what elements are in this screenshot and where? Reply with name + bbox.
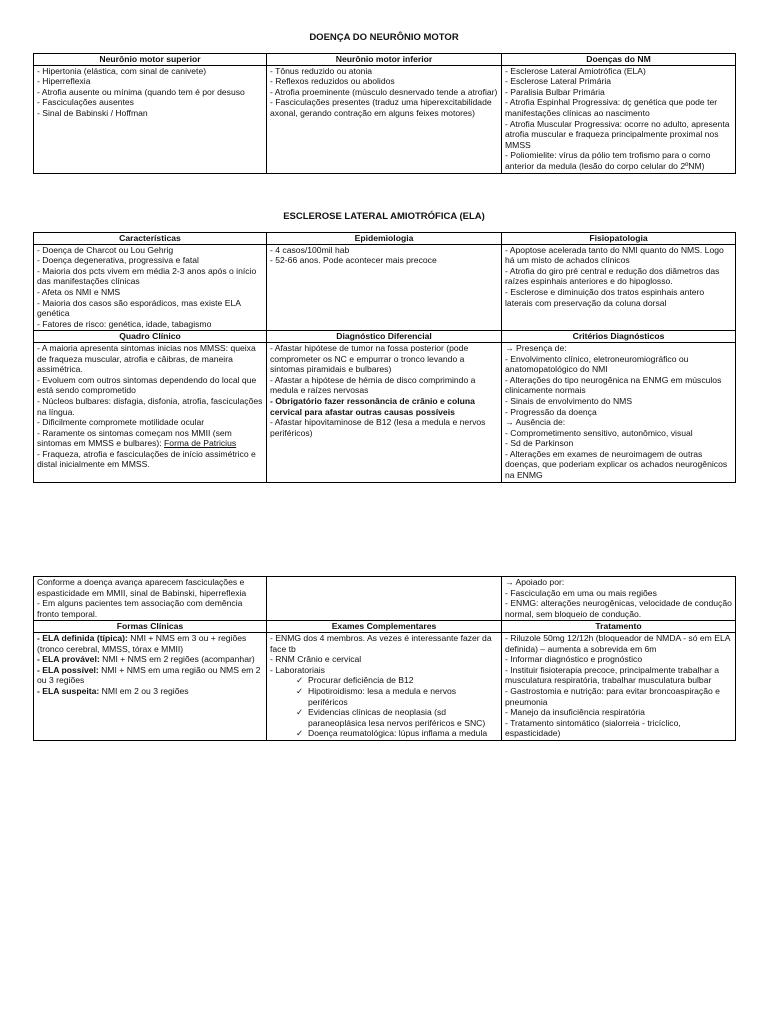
table-ela-continuation — [33, 576, 736, 741]
list-item: - Maioria dos pcts vivem em média 2-3 anos após o início das manifestações clínicas — [37, 265, 257, 287]
cell-nm-inferior — [267, 65, 502, 173]
forma-text: NMI + NMS em 3 ou + regiões (tronco cerebral, MMSS, tórax e MMII) — [37, 632, 247, 654]
list-item: - Alterações do tipo neurogênica na ENMG em músculos clinicamente normais — [505, 374, 722, 396]
list-item: - Laboratoriais — [270, 664, 325, 675]
list-item: - 4 casos/100mil hab — [270, 244, 350, 255]
cell-nm-superior — [34, 65, 267, 173]
cell-doencas-nm — [502, 65, 736, 173]
list-item: - Evoluem com outros sintomas dependendo do local que está sendo comprometido — [37, 374, 257, 396]
cell-fisiopatologia — [502, 244, 736, 331]
list-item: - Fatores de risco: genética, idade, tabagismo — [37, 318, 212, 329]
list-item: - Esclerose e diminuição dos tratos espinhais antero laterais com preservação da coluna dorsal — [505, 286, 705, 308]
header-formas-clinicas: Formas Clínicas — [34, 621, 267, 633]
forma-text: NMI + NMS em 2 regiões (acompanhar) — [99, 654, 255, 665]
list-item: - ENMG: alterações neurogênicas, velocidade de condução normal, sem bloqueio de condução. — [505, 598, 732, 619]
list-item — [37, 633, 263, 654]
list-item: - Maioria dos casos são esporádicos, mas existe ELA genética — [37, 297, 241, 319]
checklist-item: ✓ Procurar deficiência de B12 — [270, 675, 498, 686]
list-item: - Alterações em exames de neuroimagem de outras doenças, que poderiam explicar os achados neurogênicos na ENMG — [505, 448, 728, 481]
table-row — [34, 342, 736, 482]
list-item — [37, 686, 263, 697]
header-exames-complementares: Exames Complementares — [267, 621, 502, 633]
list-item — [37, 654, 263, 665]
list-item: - Reflexos reduzidos ou abolidos — [270, 76, 395, 87]
list-item: - Fasciculações ausentes — [37, 97, 134, 108]
list-item: - Núcleos bulbares: disfagia, disfonia, atrofia, fasciculações na língua. — [37, 395, 263, 417]
list-item: - Sinal de Babinski / Hoffman — [37, 107, 148, 118]
list-item: - Manejo da insuficiência respiratória — [505, 707, 645, 718]
header-criterios-diagnosticos: Critérios Diagnósticos — [502, 331, 736, 343]
list-item: - Afastar hipovitaminose de B12 (lesa a medula e nervos periféricos) — [270, 417, 486, 438]
table-header-row — [34, 233, 736, 245]
cell-exames-complementares — [267, 632, 502, 740]
list-item: - Fasciculações presentes (traduz uma hiperexcitabilidade axonal, gerando contração em alguns feixes motores) — [270, 97, 492, 118]
list-item-bold: - Obrigatório fazer ressonância de crânio e coluna cervical para afastar outras causas possíveis — [270, 395, 475, 417]
header-caracteristicas: Características — [34, 233, 267, 245]
list-item: - Sd de Parkinson — [505, 438, 574, 449]
list-item — [37, 665, 263, 686]
list-item: - Atrofia Espinhal Progressiva: dç genética que pode ter manifestações clínicas ao nascimento — [505, 97, 718, 118]
list-item: - Comprometimento sensitivo, autonômico, visual — [505, 427, 693, 438]
checklist-item: ✓ Hipotiroidismo: lesa a medula e nervos periféricos — [270, 686, 498, 707]
list-item: - Instituir fisioterapia precoce, principalmente trabalhar a musculatura respiratória, trabalhar musculatura bulbar — [505, 664, 719, 686]
list-item: - Dificilmente compromete motilidade ocular — [37, 417, 205, 428]
list-item: - Informar diagnóstico e prognóstico — [505, 654, 643, 665]
list-item: → Apoiado por: — [505, 577, 565, 587]
forma-patricius-link[interactable]: Forma de Patricius — [164, 438, 237, 449]
list-item: - Afeta os NMI e NMS — [37, 286, 121, 297]
cell-epidemiologia — [267, 244, 502, 331]
list-item — [37, 428, 263, 449]
list-item: - Atrofia do giro pré central e redução dos diâmetros das raízes espinhais anteriores e do hipoglosso. — [505, 265, 720, 287]
list-item: - Fasciculação em uma ou mais regiões — [505, 587, 657, 598]
table-row — [34, 65, 736, 173]
list-item: - Tratamento sintomático (sialorreia - tricíclico, espasticidade) — [505, 717, 681, 739]
title-ela: ESCLEROSE LATERAL AMIOTRÓFICA (ELA) — [283, 211, 485, 222]
title-doenca-neuronio-motor: DOENÇA DO NEURÔNIO MOTOR — [309, 32, 459, 43]
forma-text: NMI + NMS em uma região ou NMS em 2 ou 3 regiões — [37, 664, 261, 686]
list-item: - A maioria apresenta sintomas inicias nos MMSS: queixa de fraqueza muscular, atrofia e câibras, de maneira assimétrica. — [37, 342, 256, 375]
header-tratamento: Tratamento — [502, 621, 736, 633]
list-item: - Paralisia Bulbar Primária — [505, 86, 605, 97]
table-header-row — [34, 54, 736, 66]
list-item: - Gastrostomia e nutrição: para evitar broncoaspiração e pneumonia — [505, 685, 720, 707]
list-item: - Hipertonia (elástica, com sinal de canivete) — [37, 65, 207, 76]
list-item: → Ausência de: — [505, 417, 566, 428]
forma-label: - ELA suspeita: — [37, 685, 100, 696]
cell-formas-clinicas — [34, 632, 267, 740]
list-item: - Doença degenerativa, progressiva e fatal — [37, 255, 199, 266]
forma-label: - ELA provável: — [37, 654, 100, 665]
forma-label: - ELA possível: — [37, 664, 99, 675]
list-item: - RNM Crânio e cervical — [270, 654, 362, 665]
table-row — [34, 577, 736, 621]
table-header-row — [34, 331, 736, 343]
list-item-text: - Raramente os sintomas começam nos MMII (sem sintomas em MMSS e bulbares): — [37, 427, 232, 449]
header-doencas-nm: Doenças do NM — [502, 54, 736, 66]
list-item: - Atrofia ausente ou mínima (quando tem é por desuso — [37, 86, 245, 97]
header-nm-inferior: Neurônio motor inferior — [267, 54, 502, 66]
cell-tratamento — [502, 632, 736, 740]
header-fisiopatologia: Fisiopatologia — [502, 233, 736, 245]
header-epidemiologia: Epidemiologia — [267, 233, 502, 245]
list-item: - Afastar hipótese de tumor na fossa posterior (pode comprometer os NC e empurrar o tronco levando a sintomas piramidais e bulbares) — [270, 342, 469, 375]
table-header-row — [34, 621, 736, 633]
table-row — [34, 632, 736, 740]
cell-criterios-cont — [502, 577, 736, 621]
cell-criterios-diagnosticos — [502, 342, 736, 482]
header-diagnostico-diferencial: Diagnóstico Diferencial — [267, 331, 502, 343]
cell-diagnostico-diferencial — [267, 342, 502, 482]
list-item: - Riluzole 50mg 12/12h (bloqueador de NMDA - só em ELA definida) – aumenta a sobrevida em 6m — [505, 632, 730, 654]
cell-quadro-clinico-cont — [34, 577, 267, 621]
header-nm-superior: Neurônio motor superior — [34, 54, 267, 66]
header-quadro-clinico: Quadro Clínico — [34, 331, 267, 343]
list-item: - ENMG dos 4 membros. As vezes é interessante fazer da face tb — [270, 632, 492, 654]
forma-label: - ELA definida (típica): — [37, 632, 128, 643]
list-item: - Afastar a hipótese de hérnia de disco comprimindo a medula e raízes nervosas — [270, 374, 476, 396]
list-item: - Progressão da doença — [505, 406, 597, 417]
list-item: - Atrofia Muscular Progressiva: ocorre no adulto, apresenta atrofia muscular e fraqueza principalmente proximal nos MMSS — [505, 118, 730, 150]
cell-caracteristicas — [34, 244, 267, 331]
list-item: - Atrofia proeminente (músculo desnervado tende a atrofiar) — [270, 86, 498, 97]
list-item: - Envolvimento clínico, eletroneuromiográfico ou anatomopatológico do NMI — [505, 353, 689, 375]
checklist-item: ✓ Doença reumatológica: lúpus inflama a medula — [270, 728, 498, 739]
list-item: Conforme a doença avança aparecem fasciculações e espasticidade em MMII, sinal de Babinski, hiperreflexia — [37, 577, 247, 598]
list-item: - Tônus reduzido ou atonia — [270, 65, 373, 76]
forma-text: NMI em 2 ou 3 regiões — [99, 685, 189, 696]
table-doencas-nm — [33, 53, 736, 174]
list-item: - 52-66 anos. Pode acontecer mais precoce — [270, 255, 437, 266]
checklist-item: ✓ Evidencias clínicas de neoplasia (sd paraneoplásica lesa nervos periféricos e SNC) — [270, 707, 498, 728]
list-item: - Hiperreflexia — [37, 76, 91, 87]
list-item: - Poliomielite: vírus da pólio tem trofismo para o corno anterior da medula (lesão do corpo celular do 2ºNM) — [505, 150, 711, 171]
table-row — [34, 244, 736, 331]
list-item: - Esclerose Lateral Primária — [505, 76, 612, 87]
list-item: - Sinais de envolvimento do NMS — [505, 395, 633, 406]
table-ela — [33, 232, 736, 483]
list-item: - Em alguns pacientes tem associação com demência fronto temporal. — [37, 598, 243, 619]
cell-quadro-clinico — [34, 342, 267, 482]
list-item: - Apoptose acelerada tanto do NMI quanto do NMS. Logo há um misto de achados clínicos — [505, 244, 724, 266]
list-item: → Presença de: — [505, 342, 567, 353]
list-item: - Doença de Charcot ou Lou Gehrig — [37, 244, 174, 255]
list-item: - Esclerose Lateral Amiotrófica (ELA) — [505, 65, 646, 76]
cell-diagnostico-diferencial-cont — [267, 577, 502, 621]
list-item: - Fraqueza, atrofia e fasciculações de início assimétrico e distal inicialmente em MMSS. — [37, 448, 256, 470]
